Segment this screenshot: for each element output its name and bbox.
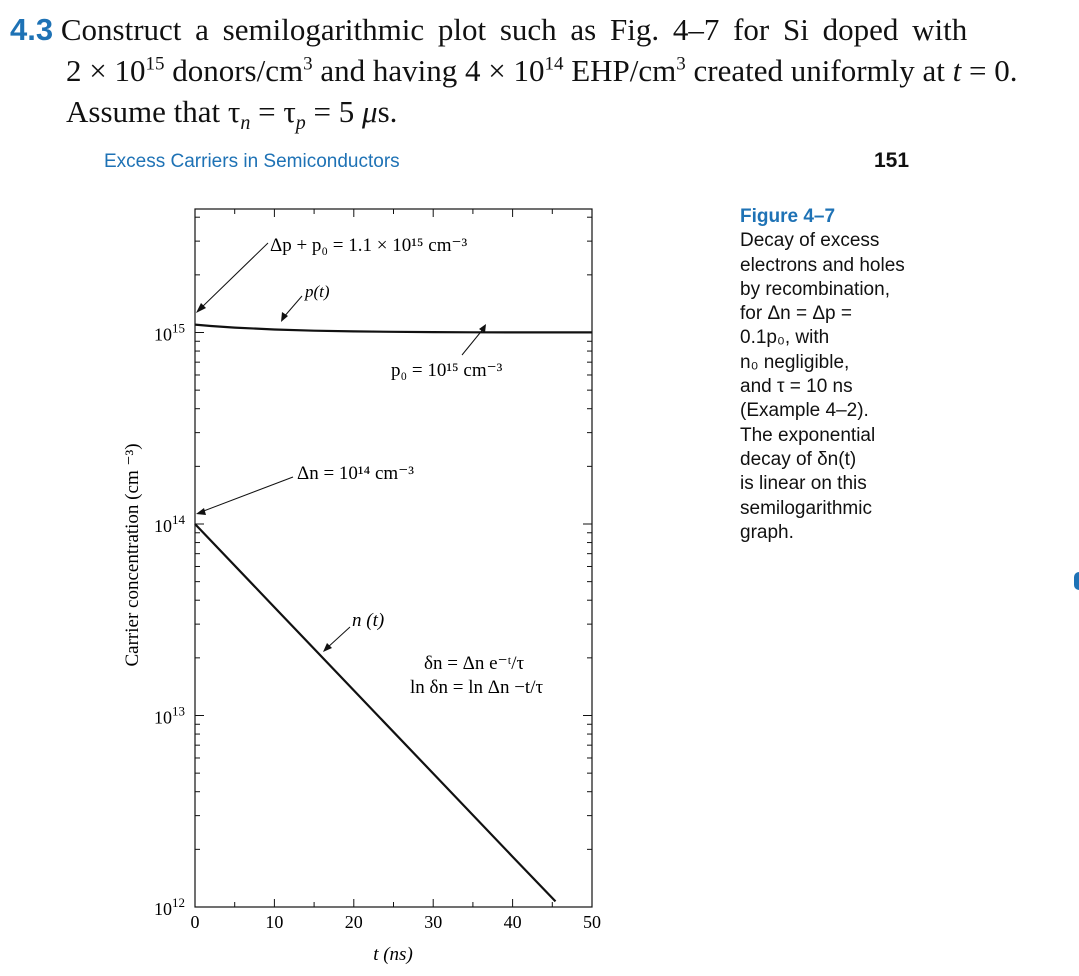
caption-line: graph. bbox=[740, 521, 794, 543]
caption-line: is linear on this bbox=[740, 473, 867, 495]
caption-line: semilogarithmic bbox=[740, 497, 872, 519]
y-tick-label: $10^{13}$ bbox=[154, 703, 185, 728]
series-line-pt bbox=[195, 325, 592, 333]
problem-text: = 0. bbox=[961, 53, 1018, 88]
x-tick-label: 20 bbox=[344, 912, 363, 932]
problem-text: μ bbox=[362, 94, 378, 129]
x-tick-label: 30 bbox=[424, 912, 443, 932]
problem-text: 14 bbox=[544, 53, 564, 75]
annotation-arrow bbox=[201, 477, 293, 512]
page-edge-tab bbox=[1074, 572, 1079, 590]
page-number: 151 bbox=[874, 149, 910, 172]
x-axis-label: t (ns) bbox=[373, 944, 413, 965]
dp-label: Δp + p₀ = 1.1 × 10¹⁵ cm⁻³ bbox=[270, 235, 468, 256]
caption-line: by recombination, bbox=[740, 278, 890, 300]
equation-2: ln δn = ln Δn −t/τ bbox=[410, 677, 544, 698]
p0-label: p₀ = 10¹⁵ cm⁻³ bbox=[391, 360, 503, 381]
problem-line-1-text: Construct a semilogarithmic plot such as Fig. 4–7 for Si doped with bbox=[60, 12, 968, 47]
caption-line: 0.1p₀, with bbox=[740, 327, 830, 349]
annotations bbox=[196, 235, 543, 698]
caption-line: n₀ negligible, bbox=[740, 351, 850, 373]
y-tick-label: $10^{15}$ bbox=[154, 320, 185, 345]
axis-ticks bbox=[195, 209, 592, 907]
caption-line: electrons and holes bbox=[740, 254, 905, 276]
problem-text: p bbox=[295, 112, 306, 135]
problem-text: = τ bbox=[250, 94, 296, 129]
x-tick-label: 10 bbox=[265, 912, 284, 932]
section-header: Excess Carriers in Semiconductors bbox=[104, 151, 400, 172]
y-tick-label: $10^{14}$ bbox=[154, 512, 185, 536]
problem-number: 4.3 bbox=[10, 12, 54, 47]
equation-1: δn = Δn e⁻ᵗ/τ bbox=[424, 653, 525, 674]
caption-line: The exponential bbox=[740, 424, 876, 446]
annotation-arrow bbox=[327, 627, 350, 648]
caption-line: for Δn = Δp = bbox=[740, 303, 852, 325]
problem-text: and having 4 × 10 bbox=[312, 53, 545, 88]
problem-text: donors/cm bbox=[164, 53, 304, 88]
problem-text: n bbox=[240, 112, 251, 135]
plot-frame bbox=[195, 209, 592, 907]
caption-line: (Example 4–2). bbox=[740, 400, 869, 422]
problem-text: EHP/cm bbox=[563, 53, 677, 88]
problem-text: created uniformly at bbox=[685, 53, 953, 88]
y-axis-label: Carrier concentration (cm ⁻³) bbox=[122, 443, 143, 667]
x-tick-label: 40 bbox=[503, 912, 522, 932]
caption-title: Figure 4–7 bbox=[740, 206, 836, 227]
annotation-arrow bbox=[200, 243, 268, 309]
caption-line: Decay of excess bbox=[740, 230, 880, 252]
y-tick-label: $10^{12}$ bbox=[154, 895, 185, 919]
data-series bbox=[195, 325, 592, 902]
problem-text: 2 × 10 bbox=[66, 53, 146, 88]
problem-text: 3 bbox=[303, 53, 313, 75]
arrow-head bbox=[196, 508, 206, 515]
pt-label: p(t) bbox=[305, 282, 330, 301]
caption-line: decay of δn(t) bbox=[740, 448, 857, 470]
figure-caption bbox=[740, 205, 960, 545]
problem-text: 3 bbox=[676, 53, 686, 75]
problem-text: = 5 bbox=[305, 94, 363, 129]
problem-text: 15 bbox=[145, 53, 165, 75]
dn-label: Δn = 10¹⁴ cm⁻³ bbox=[297, 463, 414, 484]
problem-text: t bbox=[952, 53, 962, 88]
problem-text: Assume that τ bbox=[66, 94, 241, 129]
x-tick-label: 0 bbox=[190, 912, 200, 932]
nt-label: n (t) bbox=[352, 610, 385, 631]
x-tick-label: 50 bbox=[583, 912, 601, 932]
caption-line: and τ = 10 ns bbox=[740, 376, 853, 398]
problem-text: s. bbox=[377, 94, 398, 129]
series-line-nt bbox=[195, 524, 556, 901]
